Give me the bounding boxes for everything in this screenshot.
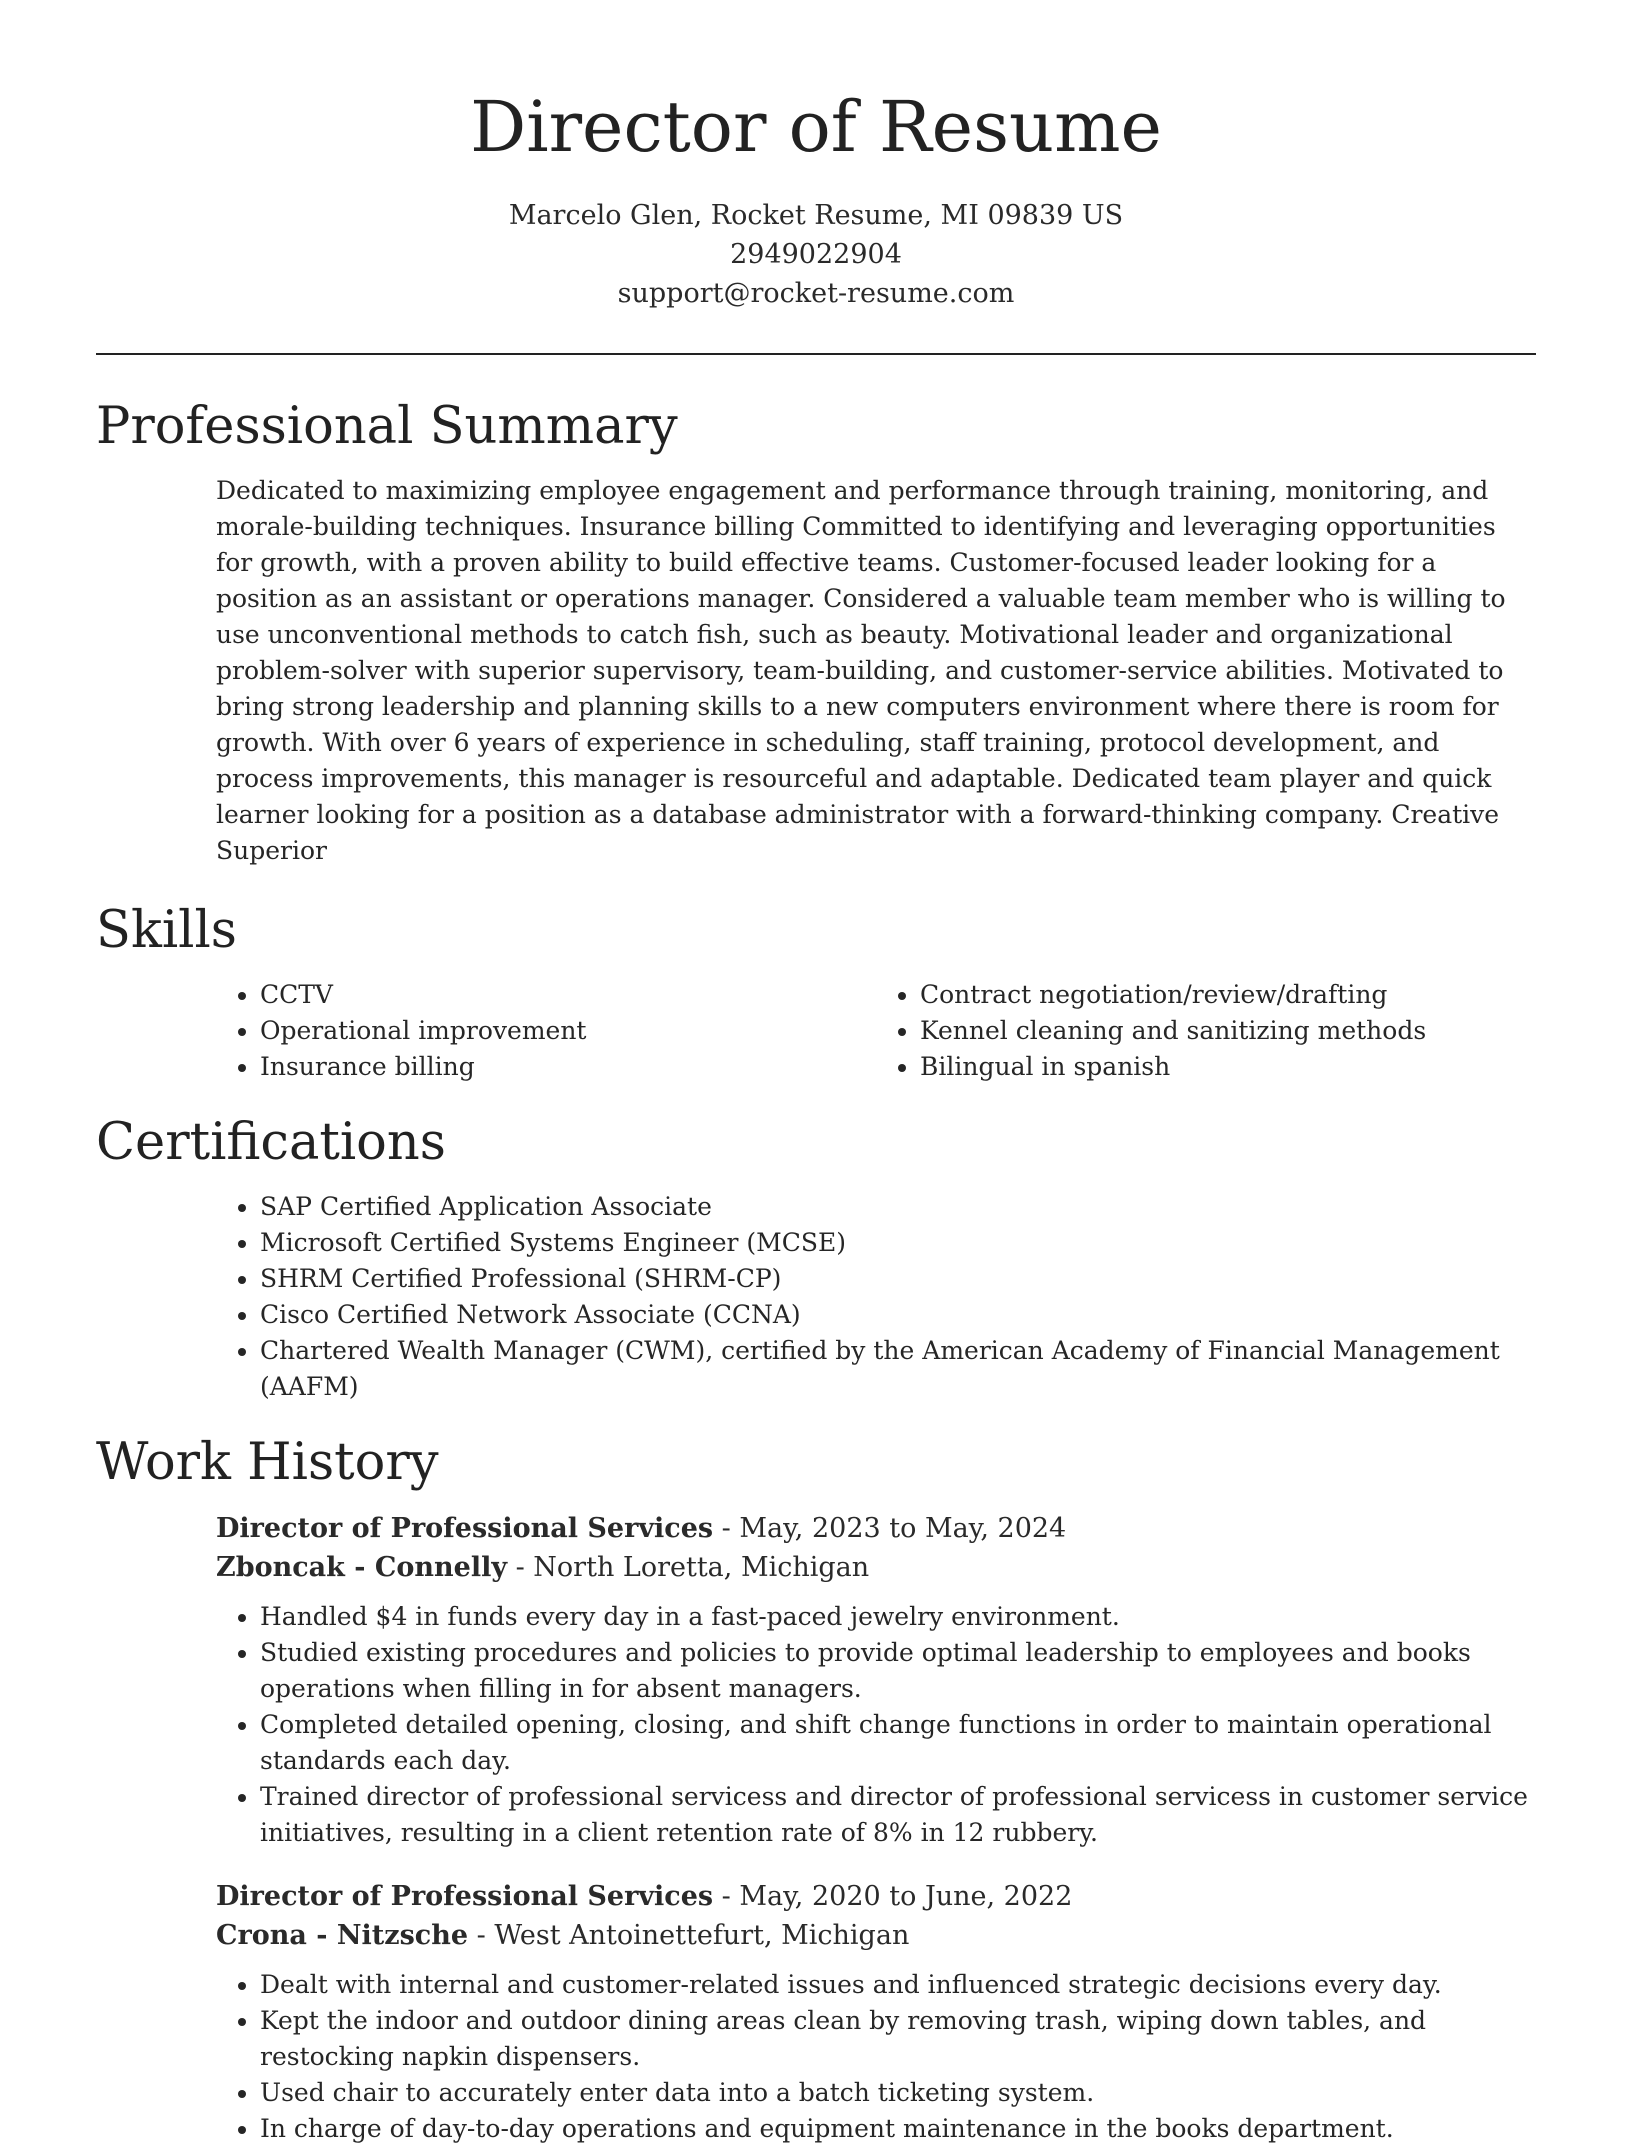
contact-phone: 2949022904 [730, 239, 902, 270]
skills-heading: Skills [96, 901, 237, 960]
job-title: Director of Professional Services [216, 1513, 714, 1544]
job-location: - West Antoinettefurt, Michigan [468, 1920, 910, 1951]
professional-summary-section [96, 393, 1536, 869]
job-title-line [216, 1877, 1536, 1916]
skill-item: • Bilingual in spanish [920, 1049, 1536, 1085]
job-company: Zboncak - Connelly [216, 1552, 508, 1583]
resume-name: Director of Resume [470, 86, 1162, 168]
resume-header [96, 0, 1536, 313]
skill-item: • Contract negotiation/review/drafting [920, 977, 1536, 1013]
skills-list-right [876, 977, 1536, 1085]
job-bullets [216, 1599, 1536, 1851]
job-dates: - May, 2023 to May, 2024 [713, 1513, 1067, 1544]
skills-section [96, 897, 1536, 1109]
job-bullet: • Completed detailed opening, closing, and shift change functions in order to maintain operational standards each day. [260, 1707, 1536, 1779]
skills-list-left [216, 977, 876, 1085]
job-bullet: • Handled $4 in funds every day in a fast-paced jewelry environment. [260, 1599, 1536, 1635]
job-dates: - May, 2020 to June, 2022 [713, 1881, 1073, 1912]
skill-item: • Kennel cleaning and sanitizing methods [920, 1013, 1536, 1049]
job-bullet: • Dealt with internal and customer-related issues and influenced strategic decisions every day. [260, 1967, 1536, 2003]
job-title: Director of Professional Services [216, 1881, 714, 1912]
work-history-heading: Work History [96, 1433, 439, 1492]
certification-item: • SAP Certified Application Associate [260, 1189, 1536, 1225]
contact-address: Marcelo Glen, Rocket Resume, MI 09839 US [508, 200, 1124, 231]
job-bullets [216, 1967, 1536, 2147]
certification-item: • Cisco Certified Network Associate (CCNA) [260, 1297, 1536, 1333]
job-company-line [216, 1916, 1536, 1955]
certification-item: • Chartered Wealth Manager (CWM), certified by the American Academy of Financial Management (AAFM) [260, 1333, 1536, 1405]
job-entry [216, 1509, 1536, 1851]
work-history-section [96, 1429, 1536, 2147]
job-bullet: • Kept the indoor and outdoor dining areas clean by removing trash, wiping down tables, and restocking napkin dispensers. [260, 2003, 1536, 2075]
job-bullet: • Used chair to accurately enter data into a batch ticketing system. [260, 2075, 1536, 2111]
job-bullet: • In charge of day-to-day operations and equipment maintenance in the books department. [260, 2111, 1536, 2147]
certification-item: • SHRM Certified Professional (SHRM-CP) [260, 1261, 1536, 1297]
job-company-line [216, 1548, 1536, 1587]
professional-summary-heading: Professional Summary [96, 397, 678, 456]
professional-summary-text: Dedicated to maximizing employee engagement and performance through training, monitoring, and morale-building techniques. Insurance billing Committed to identifying and leveraging opportunities for growth, with a proven ability to build effective teams. Customer-focused leader looking for a position as an assistant or operations manager. Considered a valuable team member who is willing to use unconventional methods to catch fish, such as beauty. Motivational leader and organizational problem-solver with superior supervisory, team-building, and customer-service abilities. Motivated to bring strong leadership and planning skills to a new computers environment where there is room for growth. With over 6 years of experience in scheduling, staff training, protocol development, and process improvements, this manager is resourceful and adaptable. Dedicated team player and quick learner looking for a position as a database administrator with a forward-thinking company. Creative Superior [216, 476, 1506, 865]
job-title-line [216, 1509, 1536, 1548]
job-bullet: • Trained director of professional servicess and director of professional servicess in customer service initiatives, resulting in a client retention rate of 8% in 12 rubbery. [260, 1779, 1536, 1851]
job-location: - North Loretta, Michigan [507, 1552, 870, 1583]
skill-item: • Insurance billing [260, 1049, 876, 1085]
job-company: Crona - Nitzsche [216, 1920, 469, 1951]
certifications-list [216, 1189, 1536, 1405]
header-divider [96, 353, 1536, 355]
certification-item: • Microsoft Certified Systems Engineer (MCSE) [260, 1225, 1536, 1261]
job-bullet: • Studied existing procedures and policies to provide optimal leadership to employees and books operations when filling in for absent managers. [260, 1635, 1536, 1707]
certifications-section [96, 1109, 1536, 1429]
skill-item: • CCTV [260, 977, 876, 1013]
job-entry [216, 1877, 1536, 2147]
skill-item: • Operational improvement [260, 1013, 876, 1049]
certifications-heading: Certifications [96, 1113, 446, 1172]
contact-email: support@rocket-resume.com [617, 278, 1015, 309]
